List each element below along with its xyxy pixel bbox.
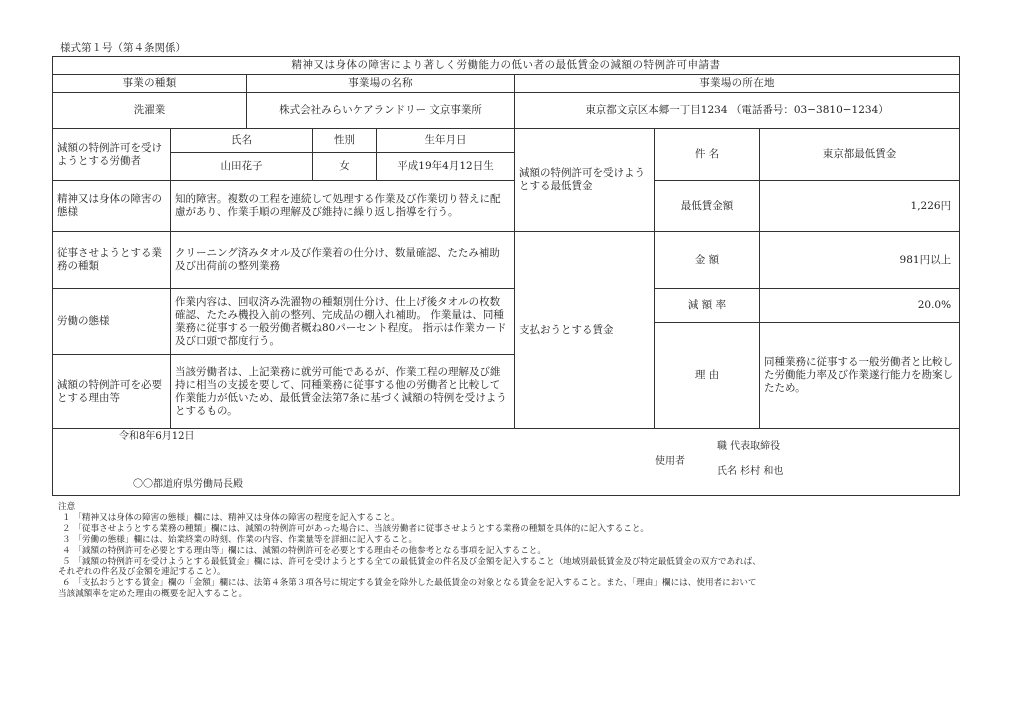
- worker-name-value: 山田花子: [171, 153, 313, 181]
- form-title: 精神又は身体の障害により著しく労働能力の低い者の最低賃金の減額の特例許可申請書: [53, 57, 960, 75]
- form-number-label: 様式第１号（第４条関係）: [60, 42, 186, 54]
- workplace-address-value: 東京都文京区本郷一丁目1234 （電話番号：03−3810−1234）: [515, 93, 960, 129]
- workplace-address-header: 事業場の所在地: [515, 75, 960, 93]
- wage-reason-header: 理 由: [655, 323, 760, 429]
- worker-sex-header: 性別: [313, 129, 377, 153]
- wage-reason-value: 同種業務に従事する一般労働者と比較した労働能力率及び作業遂行能力を勘案したため。: [760, 323, 960, 429]
- min-wage-name-value: 東京都最低賃金: [760, 129, 960, 181]
- signature-block: [53, 429, 960, 496]
- min-wage-amount-value: 1,226円: [760, 181, 960, 232]
- employer-label: 使用者: [655, 456, 685, 468]
- wage-section-label: 支払おうとする賃金: [515, 232, 655, 429]
- disability-text: 知的障害。複数の工程を連続して処理する作業及び作業切り替えに配慮があり、作業手順の理解及び維持に繰り返し指導を行う。: [171, 181, 515, 232]
- reason-text: 当該労働者は、上記業務に就労可能であるが、作業工程の理解及び維持に相当の支援を要して、同種業務に従事する他の労働者と比較して作業能力が低いため、最低賃金法第7条に基づく減額の特例を受けようとするもの。: [171, 355, 515, 429]
- note-item: 当該減額率を定めた理由の概要を記入すること。: [58, 589, 248, 600]
- min-wage-name-header: 件 名: [655, 129, 760, 181]
- worker-birth-value: 平成19年4月12日生: [377, 153, 515, 181]
- notes-heading: 注意: [58, 502, 76, 512]
- notes-section: [58, 502, 963, 600]
- worker-birth-header: 生年月日: [377, 129, 515, 153]
- wage-amount-value: 981円以上: [760, 232, 960, 289]
- min-wage-section-label: 減額の特例許可を受けようとする最低賃金: [515, 129, 655, 232]
- disability-label: 精神又は身体の障害の態様: [53, 181, 171, 232]
- note-item: ３ 「労働の態様」欄には、始業終業の時刻、作業の内容、作業量等を詳細に記入すること。: [62, 534, 418, 545]
- note-item: ２ 「従事させようとする業務の種類」欄には、減額の特例許可があった場合に、当該労働者に従事させようとする業務の種類を具体的に記入すること。: [62, 523, 650, 534]
- workplace-name-header: 事業場の名称: [247, 75, 515, 93]
- business-type-value: 洗濯業: [53, 93, 247, 129]
- application-date: 令和8年6月12日: [119, 431, 195, 443]
- application-form-table: [52, 56, 960, 496]
- worker-sex-value: 女: [313, 153, 377, 181]
- business-type-header: 事業の種類: [53, 75, 247, 93]
- note-item: ５ 「減額の特例許可を受けようとする最低賃金」欄には、許可を受けようとする全ての最低賃金の件名及び金額を記入すること（地域別最低賃金及び特定最低賃金の双方であれば、: [62, 556, 761, 567]
- duties-text: クリーニング済みタオル及び作業着の仕分け、数量確認、たたみ補助及び出荷前の整列業務: [171, 232, 515, 289]
- note-item: ６ 「支払おうとする賃金」欄の「金額」欄には、法第４条第３項各号に規定する賃金を除外した最低賃金の対象となる賃金を記入すること。また、「理由」欄には、使用者において: [62, 578, 757, 589]
- note-item: ４ 「減額の特例許可を必要とする理由等」欄には、減額の特例許可を必要とする理由その他参考となる事項を記入すること。: [62, 545, 546, 556]
- worker-section-label: 減額の特例許可を受けようとする労働者: [53, 129, 171, 181]
- reduction-rate-value: 20.0%: [760, 289, 960, 323]
- employer-name: 氏名 杉村 和也: [717, 466, 784, 478]
- reason-label: 減額の特例許可を必要とする理由等: [53, 355, 171, 429]
- note-item: それぞれの件名及び金額を連記すること）。: [58, 567, 226, 578]
- duties-label: 従事させようとする業務の種類: [53, 232, 171, 289]
- wage-amount-header: 金 額: [655, 232, 760, 289]
- worker-name-header: 氏名: [171, 129, 313, 153]
- labor-text: 作業内容は、回収済み洗濯物の種類別仕分け、仕上げ後タオルの枚数確認、たたみ機投入前の整列、完成品の棚入れ補助。 作業量は、同種業務に従事する一般労働者概ね80パーセント程度。 指示は作業カード及び口頭で都度行う。: [171, 289, 515, 355]
- workplace-name-value: 株式会社みらいケアランドリー 文京事業所: [247, 93, 515, 129]
- min-wage-amount-header: 最低賃金額: [655, 181, 760, 232]
- note-item: １ 「精神又は身体の障害の態様」欄には、精神又は身体の障害の程度を記入すること。: [62, 512, 400, 523]
- labor-label: 労働の態様: [53, 289, 171, 355]
- employer-position: 職 代表取締役: [717, 441, 781, 453]
- addressee: 〇〇都道府県労働局長殿: [133, 479, 243, 491]
- reduction-rate-header: 減 額 率: [655, 289, 760, 323]
